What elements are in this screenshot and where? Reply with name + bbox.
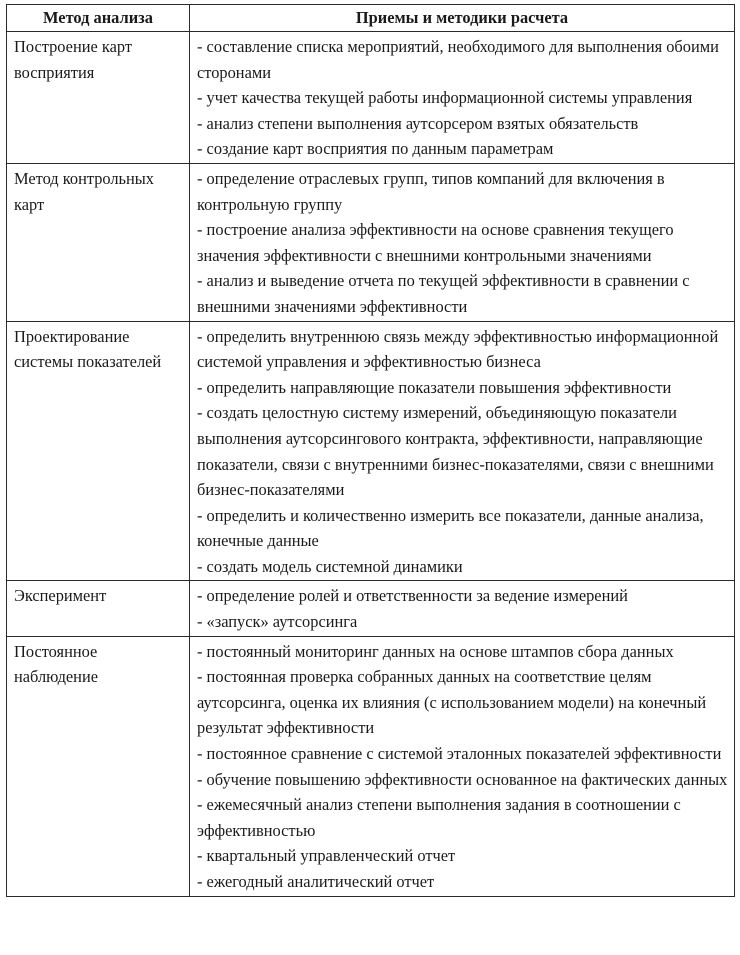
table-header-row [7, 5, 735, 32]
analysis-methods-table [6, 4, 735, 897]
technique-item: - ежегодный аналитический отчет [197, 872, 435, 891]
technique-item: - «запуск» аутсорсинга [197, 612, 358, 632]
technique-item: - создать модель системной динамики [197, 556, 463, 576]
table-row [7, 636, 735, 896]
techniques-cell [190, 321, 735, 581]
method-name: Построение карт восприятия [7, 32, 190, 164]
technique-item: - определение ролей и ответственности за ведение измерений [197, 586, 628, 606]
technique-item: - анализ степени выполнения аутсорсером взятых обязательств [197, 113, 639, 133]
method-name: Проектирование системы показателей [7, 321, 190, 581]
method-name: Постоянное наблюдение [7, 636, 190, 896]
technique-item: - постоянное сравнение с системой эталонных показателей эффективности [197, 744, 722, 764]
header-techniques: Приемы и методики расчета [190, 5, 735, 32]
techniques-cell [190, 163, 735, 321]
technique-item: - постоянный мониторинг данных на основе штампов сбора данных [197, 641, 674, 661]
table-row [7, 163, 735, 321]
techniques-cell [190, 636, 735, 896]
method-name: Метод контрольных карт [7, 163, 190, 321]
table-row [7, 581, 735, 636]
technique-item: - создание карт восприятия по данным параметрам [197, 139, 554, 159]
technique-item: - ежемесячный анализ степени выполнения задания в соотношении с эффективностью [197, 795, 681, 840]
technique-item: - определить внутреннюю связь между эффективностью информационной системой управления и эффективностью бизнеса [197, 326, 719, 372]
table-row [7, 321, 735, 581]
techniques-cell [190, 581, 735, 636]
technique-item: - построение анализа эффективности на основе сравнения текущего значения эффективности с внешними контрольными значениями [197, 220, 674, 265]
technique-item: - анализ и выведение отчета по текущей эффективности в сравнении с внешними значениями эффективности [197, 271, 690, 316]
technique-item: - квартальный управленческий отчет [197, 846, 456, 866]
technique-item: - составление списка мероприятий, необходимого для выполнения обоими сторонами [197, 37, 719, 82]
technique-item: - определить и количественно измерить все показатели, данные анализа, конечные данные [197, 505, 704, 551]
technique-item: - обучение повышению эффективности основанное на фактических данных [197, 769, 728, 789]
header-method: Метод анализа [7, 5, 190, 32]
technique-item: - определить направляющие показатели повышения эффективности [197, 377, 672, 397]
techniques-cell [190, 32, 735, 164]
technique-item: - постоянная проверка собранных данных на соответствие целям аутсорсинга, оценка их влияния (с использованием модели) на конечный результат эффективности [197, 667, 707, 738]
technique-item: - определение отраслевых групп, типов компаний для включения в контрольную группу [197, 168, 665, 214]
technique-item: - учет качества текущей работы информационной системы управления [197, 88, 693, 108]
table-row [7, 32, 735, 164]
technique-item: - создать целостную систему измерений, объединяющую показатели выполнения аутсорсингового контракта, эффективности, направляющие показатели, связи с внутренними бизнес-показателями, связи с внешними бизнес-показателями [197, 403, 714, 500]
method-name: Эксперимент [7, 581, 190, 636]
